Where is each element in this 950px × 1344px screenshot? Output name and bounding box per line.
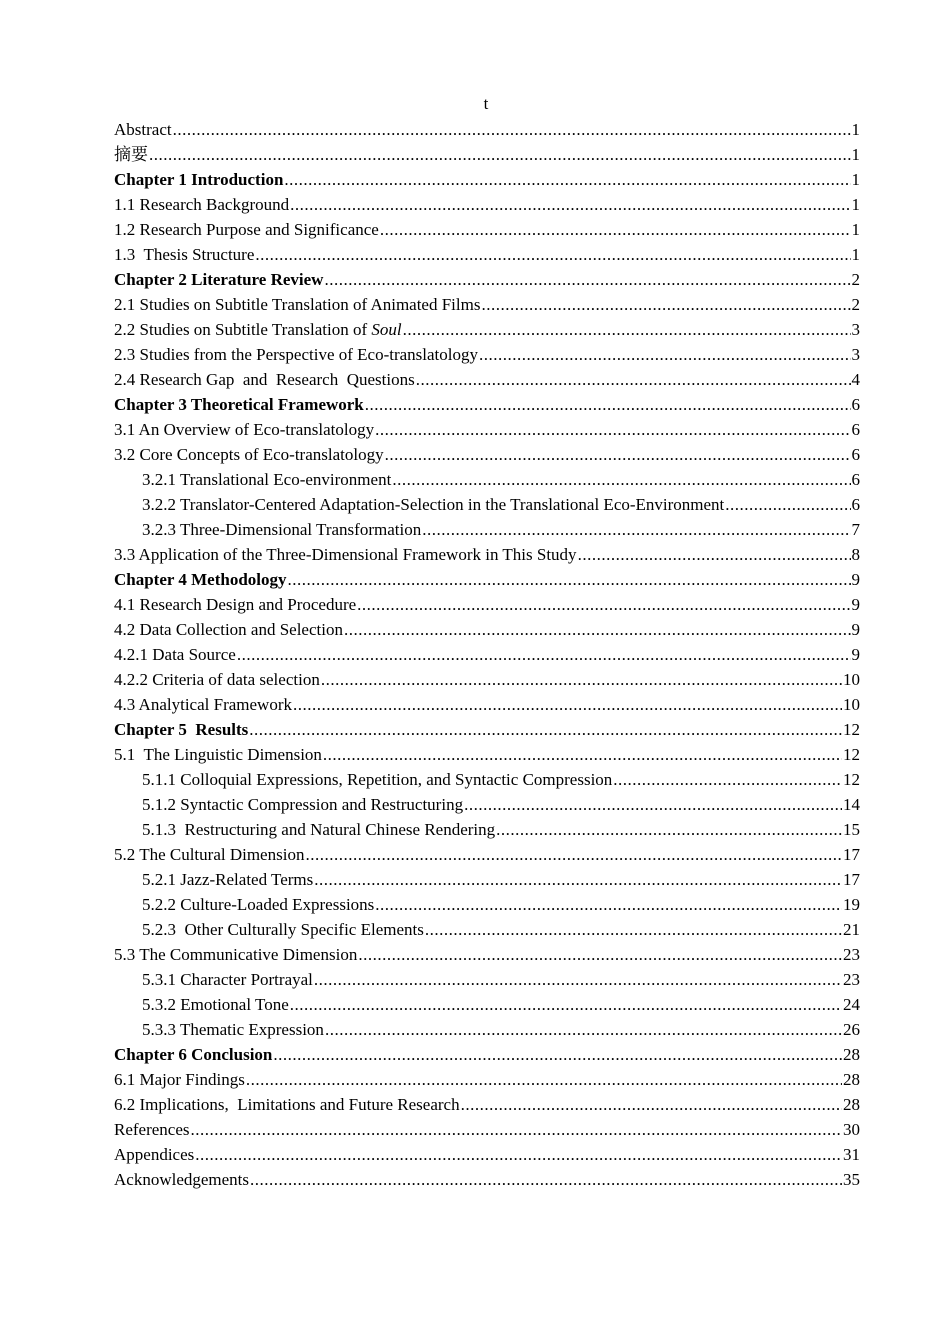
dot-leader xyxy=(422,517,850,542)
toc-chapter-entry[interactable] xyxy=(114,267,860,292)
toc-entry[interactable] xyxy=(114,1167,860,1192)
dot-leader xyxy=(358,942,842,967)
dot-leader xyxy=(479,342,851,367)
toc-entry[interactable] xyxy=(114,942,860,967)
toc-entry[interactable] xyxy=(114,117,860,142)
toc-entry-title xyxy=(142,517,421,542)
toc-entry[interactable] xyxy=(114,842,860,867)
toc-entry[interactable] xyxy=(114,217,860,242)
toc-entry-title xyxy=(114,1142,194,1167)
toc-page-number: 3 xyxy=(851,320,860,339)
toc-entry[interactable] xyxy=(114,792,860,817)
dot-leader xyxy=(461,1092,842,1117)
toc-entry-title xyxy=(114,142,148,167)
toc-chapter-entry[interactable] xyxy=(114,717,860,742)
page-header: t xyxy=(483,94,489,113)
toc-entry[interactable] xyxy=(114,342,860,367)
toc-entry-title xyxy=(114,342,478,367)
dot-leader xyxy=(380,217,851,242)
toc-page-number: 10 xyxy=(843,695,860,714)
dot-leader xyxy=(305,842,842,867)
dot-leader xyxy=(237,642,851,667)
toc-entry[interactable] xyxy=(114,292,860,317)
toc-entry-title-text: 5.2.3 Other Culturally Specific Elements xyxy=(142,920,424,939)
toc-entry-title-text: 5.2.1 Jazz-Related Terms xyxy=(142,870,314,889)
toc-entry-title-text: 2.4 Research Gap and Research Questions xyxy=(114,370,415,389)
toc-entry-title xyxy=(142,867,313,892)
dot-leader xyxy=(613,767,842,792)
toc-entry-title-text: 5.3.1 Character Portrayal xyxy=(142,970,313,989)
toc-entry-title xyxy=(114,742,322,767)
toc-entry-title xyxy=(114,317,402,342)
toc-entry-title-text: 5.1.2 Syntactic Compression and Restructuring xyxy=(142,795,464,814)
toc-page-number: 24 xyxy=(843,995,860,1014)
toc-entry-title-text: Chapter 1 Introduction xyxy=(114,170,284,189)
toc-entry[interactable] xyxy=(114,742,860,767)
toc-entry-title xyxy=(114,667,320,692)
dot-leader xyxy=(416,367,851,392)
toc-page-number: 28 xyxy=(843,1045,860,1064)
dot-leader xyxy=(255,242,850,267)
dot-leader xyxy=(284,167,850,192)
toc-page-number: 3 xyxy=(851,345,860,364)
toc-entry-title xyxy=(142,1017,324,1042)
toc-page-number: 30 xyxy=(843,1120,860,1139)
toc-entry[interactable] xyxy=(114,967,860,992)
toc-entry-title xyxy=(142,792,463,817)
toc-entry[interactable] xyxy=(114,367,860,392)
toc-page-number: 21 xyxy=(843,920,860,939)
dot-leader xyxy=(481,292,850,317)
toc-entry[interactable] xyxy=(114,867,860,892)
dot-leader xyxy=(425,917,842,942)
toc-page-number: 17 xyxy=(843,845,860,864)
dot-leader xyxy=(725,492,850,517)
toc-entry[interactable] xyxy=(114,317,860,342)
toc-entry-title xyxy=(142,892,374,917)
toc-entry[interactable] xyxy=(114,1142,860,1167)
dot-leader xyxy=(249,717,842,742)
toc-entry[interactable] xyxy=(114,1067,860,1092)
toc-entry-title-text: 5.1.3 Restructuring and Natural Chinese Rendering xyxy=(142,820,496,839)
toc-chapter-entry[interactable] xyxy=(114,392,860,417)
toc-chapter-entry[interactable] xyxy=(114,567,860,592)
dot-leader xyxy=(149,142,851,167)
toc-page-number: 1 xyxy=(851,220,860,239)
toc-entry-title xyxy=(142,467,391,492)
toc-entry-title-text: 1.1 Research Background xyxy=(114,195,290,214)
toc-page-number: 9 xyxy=(851,570,860,589)
toc-entry-title-text: Chapter 3 Theoretical Framework xyxy=(114,395,364,414)
toc-entry-title xyxy=(114,642,236,667)
toc-page-number: 12 xyxy=(843,745,860,764)
toc-entry-title xyxy=(114,1042,272,1067)
dot-leader xyxy=(375,892,842,917)
toc-entry-title xyxy=(142,917,424,942)
toc-entry-title-text: 3.2 Core Concepts of Eco-translatology xyxy=(114,445,384,464)
dot-leader xyxy=(250,1167,842,1192)
toc-page-number: 4 xyxy=(851,370,860,389)
toc-entry-title xyxy=(114,942,357,967)
toc-entry-title-text: 1.3 Thesis Structure xyxy=(114,245,255,264)
toc-page-number: 23 xyxy=(843,970,860,989)
toc-page-number: 6 xyxy=(851,395,860,414)
toc-entry-title xyxy=(114,242,254,267)
dot-leader xyxy=(288,567,851,592)
toc-entry[interactable] xyxy=(114,142,860,167)
toc-entry-title xyxy=(114,592,356,617)
toc-entry-title xyxy=(114,1092,460,1117)
toc-entry-title xyxy=(142,492,724,517)
toc-entry[interactable] xyxy=(114,542,860,567)
toc-page-number: 8 xyxy=(851,545,860,564)
toc-entry-title xyxy=(114,717,248,742)
toc-entry[interactable] xyxy=(114,817,860,842)
toc-entry-title-text: 1.2 Research Purpose and Significance xyxy=(114,220,379,239)
toc-entry-title-text: 3.1 An Overview of Eco-translatology xyxy=(114,420,375,439)
dot-leader xyxy=(325,1017,842,1042)
toc-page-number: 6 xyxy=(851,495,860,514)
toc-page-number: 6 xyxy=(851,445,860,464)
toc-entry-title xyxy=(114,842,304,867)
toc-entry[interactable] xyxy=(114,917,860,942)
toc-entry[interactable] xyxy=(114,617,860,642)
toc-entry-title-text: 3.2.2 Translator-Centered Adaptation-Selection in the Translational Eco-Environment xyxy=(142,495,725,514)
dot-leader xyxy=(496,817,842,842)
toc-entry-title-text: 5.3.2 Emotional Tone xyxy=(142,995,289,1014)
toc-entry-title xyxy=(114,267,323,292)
toc-entry-title-text: 6.2 Implications, Limitations and Future Research xyxy=(114,1095,460,1114)
toc-page-number: 31 xyxy=(843,1145,860,1164)
toc-entry-title-text: 5.2 The Cultural Dimension xyxy=(114,845,305,864)
dot-leader xyxy=(357,592,850,617)
toc-page-number: 9 xyxy=(851,595,860,614)
toc-entry-title-text: 4.2.1 Data Source xyxy=(114,645,236,664)
toc-page-number: 17 xyxy=(843,870,860,889)
toc-page-number: 1 xyxy=(851,145,860,164)
toc-page-number: 7 xyxy=(851,520,860,539)
dot-leader xyxy=(191,1117,842,1142)
toc-entry-title xyxy=(114,392,364,417)
toc-entry[interactable] xyxy=(114,467,860,492)
toc-entry-title-text: 5.3 The Communicative Dimension xyxy=(114,945,358,964)
toc-entry-title xyxy=(114,217,379,242)
toc-entry-title-text: 3.3 Application of the Three-Dimensional Framework in This Study xyxy=(114,545,577,564)
dot-leader xyxy=(344,617,851,642)
toc-entry[interactable] xyxy=(114,1117,860,1142)
dot-leader xyxy=(464,792,842,817)
toc-page-number: 26 xyxy=(843,1020,860,1039)
toc-entry-title xyxy=(114,417,374,442)
dot-leader xyxy=(323,742,842,767)
dot-leader xyxy=(290,992,842,1017)
toc-entry-title-text: Chapter 2 Literature Review xyxy=(114,270,324,289)
toc-entry[interactable] xyxy=(114,442,860,467)
dot-leader xyxy=(290,192,850,217)
toc-entry-title xyxy=(114,1067,245,1092)
toc-entry[interactable] xyxy=(114,417,860,442)
toc-entry[interactable] xyxy=(114,767,860,792)
dot-leader xyxy=(246,1067,842,1092)
toc-page-number: 28 xyxy=(843,1095,860,1114)
toc-entry[interactable] xyxy=(114,667,860,692)
toc-entry-title-text: Chapter 5 Results xyxy=(114,720,249,739)
toc-entry-title xyxy=(114,292,480,317)
toc-entry-title-text: 5.3.3 Thematic Expression xyxy=(142,1020,324,1039)
toc-page-number: 14 xyxy=(843,795,860,814)
toc-entry-title-text: Abstract xyxy=(114,120,172,139)
toc-page-number: 19 xyxy=(843,895,860,914)
toc-entry-title-text: References xyxy=(114,1120,190,1139)
dot-leader xyxy=(385,442,851,467)
toc-entry[interactable] xyxy=(114,992,860,1017)
toc-page-number: 1 xyxy=(851,170,860,189)
toc-page-number: 6 xyxy=(851,470,860,489)
toc-page-number: 2 xyxy=(851,295,860,314)
dot-leader xyxy=(365,392,851,417)
toc-entry-title xyxy=(114,1117,190,1142)
toc-entry[interactable] xyxy=(114,892,860,917)
toc-entry-title xyxy=(114,617,343,642)
dot-leader xyxy=(403,317,851,342)
toc-entry-title-text: 3.2.3 Three-Dimensional Transformation xyxy=(142,520,422,539)
toc-entry-title-text: 4.3 Analytical Framework xyxy=(114,695,292,714)
dot-leader xyxy=(273,1042,842,1067)
toc-entry-title-text: 4.2 Data Collection and Selection xyxy=(114,620,343,639)
table-of-contents xyxy=(114,117,860,1192)
toc-entry-title-text: 5.1.1 Colloquial Expressions, Repetition, and Syntactic Compression xyxy=(142,770,613,789)
dot-leader xyxy=(314,867,842,892)
dot-leader xyxy=(314,967,842,992)
toc-entry[interactable] xyxy=(114,692,860,717)
toc-page-number: 1 xyxy=(851,245,860,264)
toc-entry[interactable] xyxy=(114,492,860,517)
toc-chapter-entry[interactable] xyxy=(114,167,860,192)
toc-entry[interactable] xyxy=(114,517,860,542)
toc-page-number: 12 xyxy=(843,720,860,739)
toc-entry-title-text: 2.1 Studies on Subtitle Translation of Animated Films xyxy=(114,295,481,314)
toc-entry-title xyxy=(114,692,292,717)
toc-entry-title-text: Chapter 4 Methodology xyxy=(114,570,287,589)
toc-page-number: 2 xyxy=(851,270,860,289)
toc-entry-title-text: 2.3 Studies from the Perspective of Eco-translatology xyxy=(114,345,478,364)
toc-page-number: 1 xyxy=(851,120,860,139)
toc-entry[interactable] xyxy=(114,1017,860,1042)
toc-entry[interactable] xyxy=(114,192,860,217)
toc-entry-title-text: 3.2.1 Translational Eco-environment xyxy=(142,470,392,489)
toc-entry-title-text: 4.2.2 Criteria of data selection xyxy=(114,670,320,689)
dot-leader xyxy=(375,417,850,442)
toc-page-number: 9 xyxy=(851,645,860,664)
dot-leader xyxy=(173,117,851,142)
dot-leader xyxy=(578,542,851,567)
dot-leader xyxy=(392,467,850,492)
toc-entry-title xyxy=(142,967,313,992)
toc-page-number: 15 xyxy=(843,820,860,839)
toc-page-number: 9 xyxy=(851,620,860,639)
toc-page-number: 1 xyxy=(851,195,860,214)
toc-entry-title xyxy=(114,567,287,592)
toc-entry-title-text: 5.1 The Linguistic Dimension xyxy=(114,745,322,764)
toc-entry-title-text: 6.1 Major Findings xyxy=(114,1070,245,1089)
toc-entry-title-text: 5.2.2 Culture-Loaded Expressions xyxy=(142,895,375,914)
toc-entry[interactable] xyxy=(114,592,860,617)
toc-page-number: 28 xyxy=(843,1070,860,1089)
toc-entry-title-text: 摘要 xyxy=(114,145,148,164)
toc-entry-title-italic: Soul xyxy=(371,320,402,339)
toc-entry-title xyxy=(114,442,384,467)
toc-entry-title xyxy=(142,817,495,842)
toc-page-number: 6 xyxy=(851,420,860,439)
toc-entry-title-text: Appendices xyxy=(114,1145,195,1164)
toc-entry-title xyxy=(114,167,283,192)
toc-chapter-entry[interactable] xyxy=(114,1042,860,1067)
toc-entry-title-text: Acknowledgements xyxy=(114,1170,250,1189)
toc-entry[interactable] xyxy=(114,642,860,667)
toc-entry[interactable] xyxy=(114,1092,860,1117)
toc-page-number: 35 xyxy=(843,1170,860,1189)
toc-page-number: 23 xyxy=(843,945,860,964)
toc-entry-title-text: Chapter 6 Conclusion xyxy=(114,1045,273,1064)
toc-page-number: 12 xyxy=(843,770,860,789)
dot-leader xyxy=(195,1142,842,1167)
dot-leader xyxy=(293,692,842,717)
toc-entry-title xyxy=(114,367,415,392)
toc-entry-title xyxy=(142,992,289,1017)
toc-entry-title xyxy=(114,542,577,567)
toc-entry-title xyxy=(142,767,612,792)
toc-page-number: 10 xyxy=(843,670,860,689)
toc-entry[interactable] xyxy=(114,242,860,267)
toc-entry-title xyxy=(114,1167,249,1192)
dot-leader xyxy=(324,267,850,292)
toc-entry-title-text: 2.2 Studies on Subtitle Translation of xyxy=(114,320,372,339)
toc-entry-title-text: 4.1 Research Design and Procedure xyxy=(114,595,357,614)
toc-entry-title xyxy=(114,192,289,217)
dot-leader xyxy=(321,667,842,692)
toc-entry-title xyxy=(114,117,172,142)
